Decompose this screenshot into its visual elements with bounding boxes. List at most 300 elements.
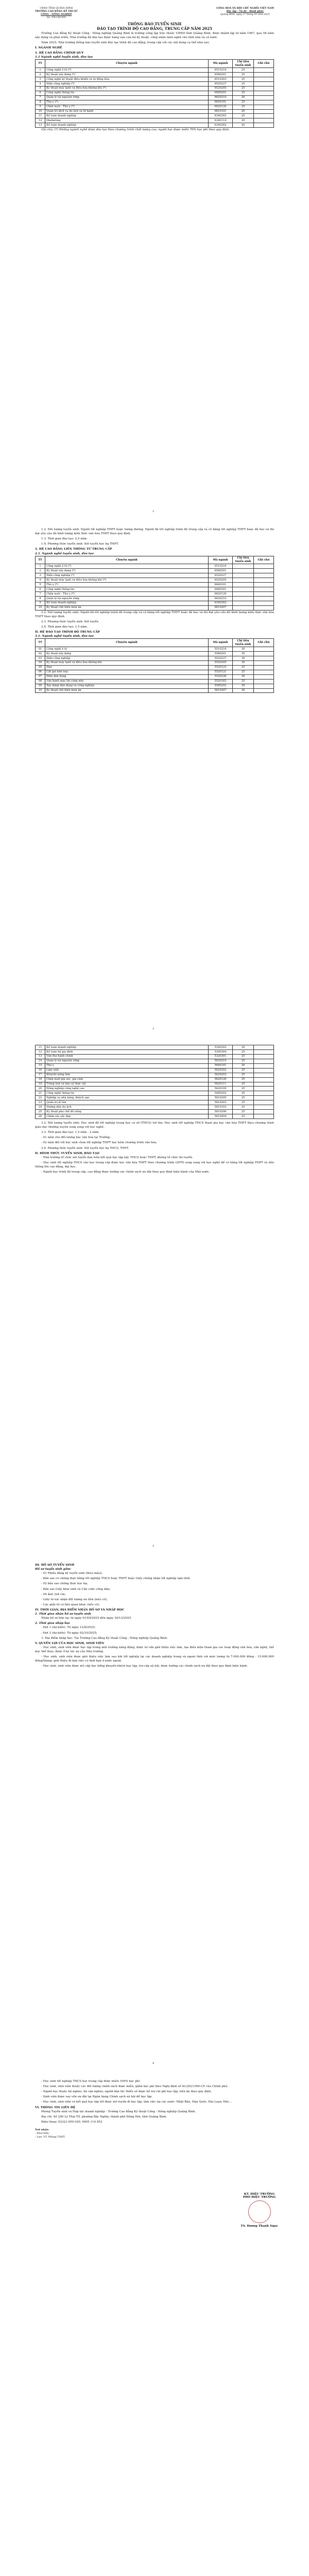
table-cell: 6340302 bbox=[209, 123, 233, 128]
table-cell: 5810206 bbox=[209, 1110, 233, 1114]
table-cell: 14 bbox=[36, 1059, 45, 1063]
table-cell: 05 bbox=[36, 665, 45, 670]
paragraph: - Đợt 1 (dự kiến): Từ ngày 12/8/2025; bbox=[41, 1626, 96, 1630]
paragraph: - Học sinh, sinh viên có kết quả học tập tốt được xét tuyển đi học tập, làm việc tại các nước: Nhật Bản, Hàn Quốc, Đài Loan, Đức... bbox=[41, 2100, 232, 2104]
table-cell: 6480201 bbox=[209, 587, 233, 592]
table-cell: 5620210 bbox=[209, 1059, 233, 1063]
table-cell: 6620120 bbox=[209, 105, 233, 109]
table-cell bbox=[233, 587, 254, 592]
section-heading: V. QUYỀN LỢI CỦA HỌC SINH, SINH VIÊN bbox=[35, 1641, 105, 1645]
table-cell: 30 bbox=[233, 684, 254, 688]
table-cell bbox=[233, 605, 254, 610]
table-cell: 30 bbox=[233, 647, 254, 652]
table-cell: Thú y (*) bbox=[45, 583, 209, 587]
header-motto: Độc lập - Tự do - Hạnh phúc bbox=[226, 10, 264, 13]
table-cell: 3 bbox=[36, 77, 45, 81]
table-cell: Quản lý tài nguyên rừng bbox=[45, 95, 209, 100]
table-row bbox=[36, 601, 274, 605]
table-cell: Vận hành máy thi công nền bbox=[45, 679, 209, 684]
list-item: - Bản sao Giấy khai sinh và Căn cước công dân; bbox=[41, 1587, 111, 1591]
page-5-content bbox=[35, 2079, 274, 2140]
table-row bbox=[36, 1091, 274, 1096]
table-cell: Điện công nghiệp (*) bbox=[45, 81, 209, 86]
table-cell: Nghiệp vụ nhà hàng, khách sạn bbox=[45, 1096, 209, 1100]
signature-block bbox=[241, 2193, 278, 2228]
section-heading: VI. THÔNG TIN LIÊN HỆ bbox=[35, 2106, 76, 2109]
table-row bbox=[36, 583, 274, 587]
table-cell: 6520227 bbox=[209, 573, 233, 578]
doc-title bbox=[35, 22, 274, 31]
table-header-row bbox=[36, 60, 274, 68]
paragraph: 2.4. Thời gian đào tạo: 1,5 năm. bbox=[41, 625, 88, 629]
table-row bbox=[36, 670, 274, 674]
table-cell: Kỹ thuật xây dựng (*) bbox=[45, 569, 209, 573]
table-cell: 02 bbox=[36, 652, 45, 656]
table-cell: Xây dựng dân dụng và công nghiệp bbox=[45, 684, 209, 688]
table-row bbox=[36, 1054, 274, 1059]
paragraph: 1.2. Đối tượng tuyển sinh: Người tốt nghiệp THPT hoặc tương đương; Người đã tốt nghiệp trình độ trung cấp và có bằng tốt nghiệp THPT hoặc đã học và thi đạt yêu cầu đủ khối lượng kiến thức văn hóa THPT theo quy định. bbox=[35, 528, 274, 536]
table-row bbox=[36, 564, 274, 569]
table-cell: 2 bbox=[36, 569, 45, 573]
table-cell: 5810103 bbox=[209, 1105, 233, 1110]
table-cell: 25 bbox=[233, 1059, 254, 1063]
table-cell: 20 bbox=[233, 123, 254, 128]
table-row bbox=[36, 68, 274, 73]
paragraph: Điện thoại: 02323 659 020; 0905 114 852 bbox=[41, 2120, 102, 2124]
table-cell: Hàn bbox=[45, 665, 209, 670]
table-cell: Chăn nuôi gia súc, gia cầm bbox=[45, 1077, 209, 1082]
table-row bbox=[36, 1105, 274, 1110]
table-cell bbox=[254, 1100, 274, 1105]
col-header: Ghi chú bbox=[254, 639, 274, 647]
table-row bbox=[36, 95, 274, 100]
table-cell: Kế toán doanh nghiệp bbox=[45, 123, 209, 128]
table-cell: 6580201 bbox=[209, 73, 233, 77]
table-row bbox=[36, 578, 274, 583]
table-cell: Quản lý tài nguyên rừng bbox=[45, 1059, 209, 1063]
table-cell bbox=[254, 1082, 274, 1087]
table-cell: 07 bbox=[36, 674, 45, 679]
table-row bbox=[36, 665, 274, 670]
table-row bbox=[36, 596, 274, 601]
header-left bbox=[35, 7, 78, 20]
intro-paragraph: Năm 2025, Nhà trường thông báo tuyển sinh đào tạo trình độ cao đẳng, trung cấp với các nội dung cụ thể như sau: bbox=[41, 41, 210, 44]
table-row bbox=[36, 569, 274, 573]
table-cell: 6510216 bbox=[209, 564, 233, 569]
paragraph: - 02 năm đối với học sinh chưa tốt nghiệp THPT học kèm chương trình văn hóa. bbox=[41, 1141, 158, 1145]
col-header: Chỉ tiêu tuyển sinh bbox=[233, 639, 254, 647]
table-row bbox=[36, 81, 274, 86]
table-cell bbox=[233, 583, 254, 587]
table-row bbox=[36, 660, 274, 665]
paragraph: - Học sinh, sinh viên được giới thiệu việc làm sau khi tốt nghiệp tại các doanh nghiệp trong và ngoài tỉnh với mức lương từ 7.000.000 đồng - 15.000.000 đồng/tháng; giới thiệu đi làm việc có thời hạn ở nước ngoài. bbox=[35, 1655, 274, 1663]
table-cell: Kỹ thuật máy lạnh và điều hòa không khí (*) bbox=[45, 86, 209, 91]
table-cell bbox=[254, 81, 274, 86]
table-row bbox=[36, 674, 274, 679]
table-cell: 08 bbox=[36, 679, 45, 684]
table-cell: Quản trị dịch vụ du lịch và lữ hành bbox=[45, 109, 209, 114]
table-row bbox=[36, 77, 274, 81]
paragraph: - Học sinh, sinh viên được xét cấp học bổng khuyến khích học tập, trợ cấp xã hội, được hưởng các chính sách ưu đãi theo quy định hiện hành. bbox=[41, 1665, 248, 1668]
table-cell: Công nghệ kỹ thuật điều khiển và tự động hóa bbox=[45, 77, 209, 81]
table-row bbox=[36, 1049, 274, 1054]
table-cell bbox=[254, 1059, 274, 1063]
table-cell: 3 bbox=[36, 573, 45, 578]
table-row bbox=[36, 123, 274, 128]
table-cell: 25 bbox=[233, 73, 254, 77]
table-cell bbox=[254, 114, 274, 118]
table-cell bbox=[254, 1105, 274, 1110]
header-date: Quảng Bình, ngày 27 tháng 03 năm 2025 bbox=[220, 13, 270, 16]
col-header: Ghi chú bbox=[254, 60, 274, 68]
table-cell: 6480201 bbox=[209, 91, 233, 95]
table-cell: 23 bbox=[36, 1100, 45, 1105]
table-cell: 10 bbox=[36, 109, 45, 114]
table-cell: 15 bbox=[36, 1063, 45, 1068]
col-header: Chuyên ngành bbox=[45, 639, 209, 647]
table-cell: 25 bbox=[36, 1110, 45, 1114]
table-cell: 6810101 bbox=[209, 109, 233, 114]
paragraph: - Học sinh tốt nghiệp THCS vào học trung cấp được học văn hóa THPT theo chương trình GDTX song song với học nghề để có bằng tốt nghiệp THPT và liên thông lên cao đẳng, đại học. bbox=[35, 1161, 274, 1168]
table-row bbox=[36, 1087, 274, 1091]
table-cell bbox=[254, 1049, 274, 1054]
table-cell: Quản trị lễ tân bbox=[45, 1100, 209, 1105]
table-cell: 6510303 bbox=[209, 77, 233, 81]
table-cell bbox=[254, 652, 274, 656]
col-header: Chuyên ngành bbox=[45, 60, 209, 68]
table-cell: Kế toán doanh nghiệp bbox=[45, 114, 209, 118]
header-school-1: TRƯỜNG CAO ĐẲNG KỸ THUẬT bbox=[35, 10, 78, 13]
table-cell: Công nghệ thông tin bbox=[45, 587, 209, 592]
table-cell bbox=[254, 684, 274, 688]
table-cell bbox=[254, 1114, 274, 1119]
table-row bbox=[36, 118, 274, 123]
table-cell: 6340302 bbox=[209, 114, 233, 118]
table-cell bbox=[254, 670, 274, 674]
table-cell: Nông nghiệp công nghệ cao bbox=[45, 1087, 209, 1091]
table-cell: 30 bbox=[233, 674, 254, 679]
list-item: - Các giấy tờ có liên quan khác (nếu có). bbox=[41, 1603, 100, 1606]
table-cell: 16 bbox=[36, 1068, 45, 1073]
tc-table-body bbox=[36, 647, 274, 693]
section-heading: IV. THỜI GIAN, ĐỊA ĐIỂM NHẬN HỒ SƠ VÀ NHẬP HỌC bbox=[35, 1608, 125, 1612]
table-note: Ghi chú: (*) Những ngành nghề được đào tạo theo chương trình chất lượng cao, người học được miễn 70% học phí theo quy định. bbox=[41, 128, 230, 132]
table-cell bbox=[254, 688, 274, 693]
recipients bbox=[35, 2128, 274, 2140]
table-cell bbox=[254, 605, 274, 610]
table-cell: 12 bbox=[36, 118, 45, 123]
table-row bbox=[36, 1114, 274, 1119]
table-cell bbox=[254, 665, 274, 670]
header-nation: CỘNG HOÀ XÃ HỘI CHỦ NGHĨA VIỆT NAM bbox=[216, 7, 274, 10]
table-row bbox=[36, 1063, 274, 1068]
table-cell: 25 bbox=[233, 77, 254, 81]
official-seal-icon bbox=[248, 2200, 271, 2223]
table-cell: 5320301 bbox=[209, 1054, 233, 1059]
table-cell bbox=[254, 679, 274, 684]
table-cell: Thú y (*) bbox=[45, 100, 209, 105]
table-cell bbox=[254, 583, 274, 587]
table-cell: 6580201 bbox=[209, 569, 233, 573]
table-cell: 04 bbox=[36, 660, 45, 665]
table-cell bbox=[254, 1077, 274, 1082]
table-cell: 25 bbox=[233, 1105, 254, 1110]
paragraph: Nhận hồ sơ liên tục từ ngày 01/04/2025 đến ngày 30/12/2025. bbox=[41, 1617, 132, 1620]
table-cell: Thú y bbox=[45, 1063, 209, 1068]
table-cell: 5640101 bbox=[209, 1063, 233, 1068]
table-cell bbox=[233, 591, 254, 596]
table-cell: 25 bbox=[233, 1082, 254, 1087]
table-cell: Trồng trọt và bảo vệ thực vật bbox=[45, 1082, 209, 1087]
table-cell bbox=[254, 123, 274, 128]
page-5 bbox=[0, 2069, 309, 2576]
col-header: TT bbox=[36, 639, 45, 647]
table-cell: Hướng dẫn du lịch bbox=[45, 1105, 209, 1110]
table-cell: 19 bbox=[36, 1082, 45, 1087]
table-cell: 11 bbox=[36, 114, 45, 118]
table-cell bbox=[254, 1096, 274, 1100]
table-row bbox=[36, 1073, 274, 1077]
list-item: - Giấy tờ xác nhận đối tượng ưu tiên (nếu có); bbox=[41, 1598, 108, 1601]
table-cell: 20 bbox=[233, 95, 254, 100]
table-cell: 5 bbox=[36, 583, 45, 587]
col-header: TT bbox=[36, 60, 45, 68]
page-number: 1 bbox=[152, 510, 154, 513]
table-cell bbox=[254, 68, 274, 73]
table-cell: 25 bbox=[233, 1087, 254, 1091]
table-cell: 21 bbox=[36, 1091, 45, 1096]
table-cell bbox=[254, 1110, 274, 1114]
table-row bbox=[36, 91, 274, 95]
col-header: Chỉ tiêu tuyển sinh bbox=[233, 556, 254, 564]
table-cell bbox=[233, 573, 254, 578]
doc-header bbox=[35, 7, 274, 20]
table-cell: 30 bbox=[233, 652, 254, 656]
table-cell bbox=[254, 1054, 274, 1059]
table-cell: 4 bbox=[36, 81, 45, 86]
table-cell: 6620120 bbox=[209, 591, 233, 596]
table-cell: 30 bbox=[233, 1063, 254, 1068]
col-header: Chuyên ngành bbox=[45, 556, 209, 564]
table-cell: 12 bbox=[36, 1049, 45, 1054]
paragraph: 3.3. Thời gian đào tạo: 1,5 năm - 2 năm. bbox=[41, 1131, 100, 1134]
table-cell: 6620210 bbox=[209, 596, 233, 601]
subsection-heading: 1.1 Ngành nghề tuyển sinh, đào tạo bbox=[35, 56, 93, 59]
table-cell: 20 bbox=[36, 1087, 45, 1091]
table-cell: 30 bbox=[233, 1091, 254, 1096]
table-cell bbox=[254, 105, 274, 109]
list-item: - Bản sao có chứng thực bằng tốt nghiệp THCS hoặc THPT hoặc Giấy chứng nhận tốt nghiệp tạm thời; bbox=[41, 1577, 191, 1581]
paragraph: - Người học trình độ trung cấp, cao đẳng được hưởng các chính sách ưu đãi theo quy định hiện hành của Nhà nước. bbox=[41, 1171, 210, 1174]
table-cell: Văn thư hành chính bbox=[45, 1054, 209, 1059]
table-row bbox=[36, 591, 274, 596]
col-header: TT bbox=[36, 556, 45, 564]
table-cell bbox=[254, 569, 274, 573]
header-doc-number: Số: /TB-CĐCNN bbox=[46, 16, 66, 19]
recipient-item: - Như trên; bbox=[35, 2132, 49, 2136]
table-cell: 25 bbox=[233, 1077, 254, 1082]
cd-table bbox=[35, 59, 274, 128]
table-cell: 25 bbox=[233, 670, 254, 674]
table-cell: 5620202 bbox=[209, 1068, 233, 1073]
table-cell: 1 bbox=[36, 564, 45, 569]
paragraph: 3. Địa điểm nhập học: Tại Trường Cao đẳng Kỹ thuật Công - Nông nghiệp Quảng Bình. bbox=[41, 1636, 168, 1640]
col-header: Ghi chú bbox=[254, 556, 274, 564]
page-1-content bbox=[35, 7, 274, 133]
table-header-row bbox=[36, 639, 274, 647]
table-cell: Chăn nuôi - Thú y (*) bbox=[45, 105, 209, 109]
section-heading: III. HỒ SƠ TUYỂN SINH bbox=[35, 1564, 75, 1567]
paragraph: - Người học thuộc hộ nghèo, hộ cận nghèo, người dân tộc thiểu số được hỗ trợ chi phí học tập, tiền ăn theo quy định. bbox=[41, 2090, 212, 2094]
page-4-content bbox=[35, 1562, 274, 1669]
table-cell: 11 bbox=[36, 1045, 45, 1050]
subsection-heading: 1. Thời gian nhận hồ sơ tuyển sinh bbox=[35, 1613, 91, 1616]
table-cell bbox=[254, 591, 274, 596]
table-cell: 25 bbox=[233, 68, 254, 73]
table-cell: 20 bbox=[233, 118, 254, 123]
header-agency: UBND TỈNH QUẢNG BÌNH bbox=[40, 7, 73, 10]
table-cell bbox=[254, 118, 274, 123]
table-row bbox=[36, 587, 274, 592]
page-2-content bbox=[35, 528, 274, 693]
table-cell: Công nghệ thông tin bbox=[45, 91, 209, 95]
table-cell: 8 bbox=[36, 100, 45, 105]
table-cell bbox=[254, 564, 274, 569]
table-cell: Kế toán doanh nghiệp bbox=[45, 601, 209, 605]
table-cell: 5 bbox=[36, 86, 45, 91]
cd-table-body bbox=[36, 68, 274, 128]
lt-table bbox=[35, 556, 274, 611]
table-row bbox=[36, 105, 274, 109]
table-cell: 25 bbox=[233, 86, 254, 91]
paragraph: Phòng Tuyển sinh và Hợp tác doanh nghiệp - Trường Cao đẳng Kỹ thuật Công - Nông nghiệp Quảng Bình. bbox=[41, 2110, 196, 2113]
table-row bbox=[36, 1100, 274, 1105]
doc-title-line-2: ĐÀO TẠO TRÌNH ĐỘ CAO ĐẲNG, TRUNG CẤP NĂM 2025 bbox=[97, 26, 212, 31]
col-header: Chỉ tiêu tuyển sinh bbox=[233, 60, 254, 68]
table-row bbox=[36, 100, 274, 105]
table-cell bbox=[254, 1073, 274, 1077]
table-cell: 6810207 bbox=[209, 605, 233, 610]
table-cell: 25 bbox=[233, 1096, 254, 1100]
table-cell bbox=[254, 578, 274, 583]
table-cell: 5520121 bbox=[209, 670, 233, 674]
table-cell: 9 bbox=[36, 105, 45, 109]
table-row bbox=[36, 1045, 274, 1050]
paragraph: 3.2. Đối tượng tuyển sinh: Học sinh đã tốt nghiệp trung học cơ sở (THCS) trở lên; Học sinh tốt nghiệp THCS tham gia học văn hóa THPT theo chương trình giáo dục thường xuyên song song với học nghề. bbox=[35, 1122, 274, 1129]
subsection-heading: 3.1. Ngành nghề tuyển sinh, đào tạo bbox=[35, 635, 94, 638]
table-cell bbox=[254, 1068, 274, 1073]
table-cell: 5520123 bbox=[209, 665, 233, 670]
table-cell: 25 bbox=[233, 1049, 254, 1054]
table-cell: 6520205 bbox=[209, 578, 233, 583]
table-cell bbox=[254, 77, 274, 81]
table-cell: 5340304 bbox=[209, 1049, 233, 1054]
table-cell: Điện công nghiệp (*) bbox=[45, 573, 209, 578]
table-cell: 5580201 bbox=[209, 652, 233, 656]
table-cell: 7 bbox=[36, 95, 45, 100]
table-cell: 5520205 bbox=[209, 660, 233, 665]
page-3-content bbox=[35, 1045, 274, 1175]
table-cell: 10 bbox=[36, 605, 45, 610]
section-heading: 1. HỆ CAO ĐẲNG CHÍNH QUY bbox=[35, 52, 84, 55]
table-cell: 5510216 bbox=[209, 647, 233, 652]
table-cell: 5620109 bbox=[209, 1087, 233, 1091]
table-row bbox=[36, 1096, 274, 1100]
table-cell: 10 bbox=[36, 688, 45, 693]
table-row bbox=[36, 1068, 274, 1073]
table-cell: Công nghệ ô tô bbox=[45, 647, 209, 652]
table-cell: 25 bbox=[233, 81, 254, 86]
table-cell: Kế toán hộ gia đình bbox=[45, 1049, 209, 1054]
paragraph: - Sinh viên được vay vốn ưu đãi tại Ngân hàng Chính sách xã hội để học tập. bbox=[41, 2095, 153, 2099]
section-heading: 2. HỆ CAO ĐẲNG LIÊN THÔNG TỪ TRUNG CẤP bbox=[35, 548, 112, 551]
table-cell: 13 bbox=[36, 1054, 45, 1059]
table-row bbox=[36, 1110, 274, 1114]
table-row bbox=[36, 114, 274, 118]
table-cell bbox=[233, 596, 254, 601]
table-cell: 25 bbox=[233, 91, 254, 95]
table-cell bbox=[254, 601, 274, 605]
table-cell bbox=[254, 95, 274, 100]
section-heading: I. NGÀNH NGHỀ bbox=[35, 46, 62, 50]
subsection-heading: Hồ sơ tuyển sinh gồm: bbox=[35, 1568, 72, 1571]
paragraph: Địa chỉ: Số 290 Lý Thái Tổ, phường Bắc Nghĩa, thành phố Đồng Hới, tỉnh Quảng Bình. bbox=[41, 2115, 167, 2119]
recipients-label: Nơi nhận: bbox=[35, 2128, 49, 2131]
page-number: 4 bbox=[152, 2062, 154, 2065]
col-header: Mã ngành bbox=[209, 639, 233, 647]
table-cell bbox=[254, 674, 274, 679]
table-cell: 6520227 bbox=[209, 81, 233, 86]
table-cell bbox=[254, 100, 274, 105]
table-row bbox=[36, 573, 274, 578]
table-cell: Kỹ thuật xây dựng bbox=[45, 652, 209, 656]
table-cell: 25 bbox=[233, 100, 254, 105]
doc-title-line-1: THÔNG BÁO TUYỂN SINH bbox=[127, 21, 182, 26]
subsection-heading: 2. Thời gian nhập học bbox=[35, 1622, 71, 1625]
table-cell: 6640101 bbox=[209, 100, 233, 105]
intro-paragraph: Trường Cao đẳng Kỹ thuật Công - Nông nghiệp Quảng Bình là trường công lập trực thuộc UBND tỉnh Quảng Bình, được thành lập từ năm 1967, qua 58 năm xây dựng và phát triển, Nhà trường đã đào tạo được hàng vạn cán bộ kỹ thuật, công nhân lành nghề cho tỉnh nhà và cả nước. bbox=[35, 31, 274, 39]
table-cell: 30 bbox=[233, 1045, 254, 1050]
paragraph: 1.3. Thời gian đào tạo: 2,5 năm. bbox=[41, 537, 88, 541]
table-cell: 5520183 bbox=[209, 679, 233, 684]
table-cell bbox=[254, 1063, 274, 1068]
table-cell: 25 bbox=[233, 1100, 254, 1105]
table-cell: 25 bbox=[233, 679, 254, 684]
table-cell: 01 bbox=[36, 647, 45, 652]
table-cell: 24 bbox=[36, 1105, 45, 1110]
table-cell: Cắt gọt kim loại bbox=[45, 670, 209, 674]
table-cell: Chăn nuôi - Thú y (*) bbox=[45, 591, 209, 596]
header-school-2: CÔNG - NÔNG NGHIỆP bbox=[41, 13, 72, 16]
table-row bbox=[36, 73, 274, 77]
page-2 bbox=[0, 517, 309, 1035]
paragraph: 2.3. Phương thức tuyển sinh: Xét tuyển. bbox=[41, 620, 99, 623]
table-row bbox=[36, 679, 274, 684]
table-cell: 6640101 bbox=[209, 583, 233, 587]
table-cell: 5810404 bbox=[209, 1114, 233, 1119]
table-cell: Kỹ thuật pha chế đồ uống bbox=[45, 1110, 209, 1114]
table-cell: 06 bbox=[36, 670, 45, 674]
table-cell: 6620210 bbox=[209, 95, 233, 100]
col-header: Mã ngành bbox=[209, 60, 233, 68]
table-row bbox=[36, 109, 274, 114]
table-row bbox=[36, 86, 274, 91]
paragraph: 2.2. Đối tượng tuyển sinh: Người đã tốt nghiệp trình độ trung cấp và có bằng tốt nghiệp THPT hoặc đã học và thi đạt yêu cầu đủ khối lượng kiến thức văn hóa THPT theo quy định. bbox=[35, 611, 274, 618]
table-cell: Lâm sinh bbox=[45, 1068, 209, 1073]
table-cell: 4 bbox=[36, 578, 45, 583]
table-cell bbox=[254, 573, 274, 578]
table-cell: Kỹ thuật máy lạnh và điều hòa không khí (*) bbox=[45, 578, 209, 583]
